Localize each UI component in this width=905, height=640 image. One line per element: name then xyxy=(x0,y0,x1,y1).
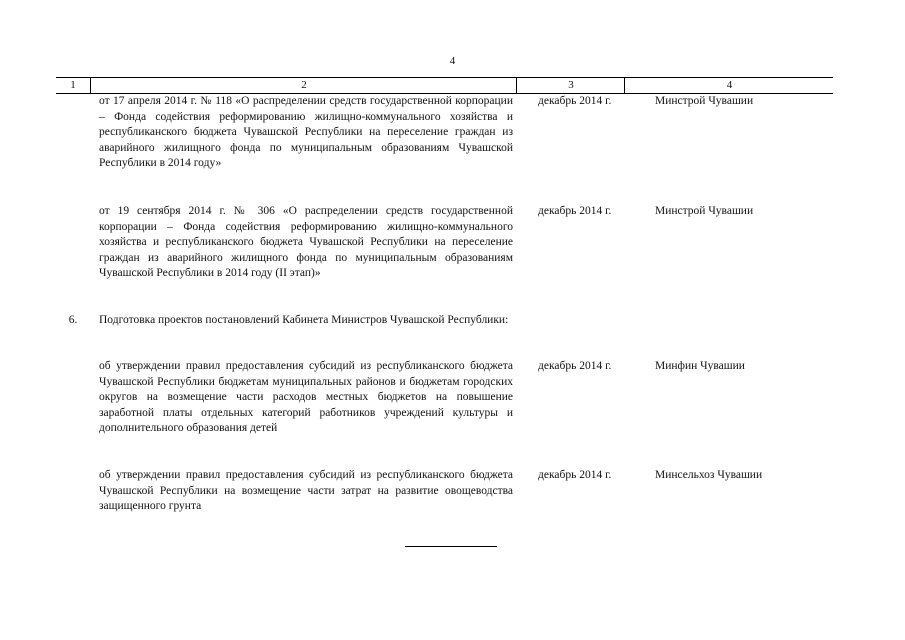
row-deadline: декабрь 2014 г. xyxy=(538,360,612,372)
row-text: от 19 сентября 2014 г. № 306 «О распределении средств государственной корпорации – Фонда содействия реформированию жилищно-коммунального хозяйства и республиканского бюджета Чувашской Республики на переселение граждан из аварийного жилищного фонда по муниципальным образованиям Чувашской Республики в 2014 году (II этап)» xyxy=(99,205,513,279)
row-number: 6. xyxy=(68,314,78,326)
header-col-2: 2 xyxy=(90,78,517,93)
row-text: об утверждении правил предоставления субсидий из республиканского бюджета Чувашской Республики бюджетам муниципальных районов и бюджетам городских округов на возмещение части расходов местных бюджетов на повышение заработной платы отдельных категорий работников учреждений культуры и дополнительного образования детей xyxy=(99,360,513,434)
row-responsible: Минстрой Чувашии xyxy=(655,205,754,217)
row-text: Подготовка проектов постановлений Кабинета Министров Чувашской Республики: xyxy=(99,314,509,326)
page-number: 4 xyxy=(449,55,456,67)
end-divider xyxy=(405,546,497,547)
row-responsible: Минстрой Чувашии xyxy=(655,95,754,107)
row-text: от 17 апреля 2014 г. № 118 «О распределении средств государственной корпорации – Фонда содействия реформированию жилищно-коммунального хозяйства и республиканского бюджета Чувашской Республики на переселение граждан из аварийного жилищного фонда по муниципальным образованиям Чувашской Республики в 2014 году» xyxy=(99,95,513,169)
row-deadline: декабрь 2014 г. xyxy=(538,469,612,481)
header-col-4: 4 xyxy=(624,78,834,93)
row-responsible: Минсельхоз Чувашии xyxy=(655,469,763,481)
row-text: об утверждении правил предоставления субсидий из республиканского бюджета Чувашской Республики на возмещение части затрат на развитие овощеводства защищенного грунта xyxy=(99,469,513,512)
table-header xyxy=(56,77,833,94)
row-responsible: Минфин Чувашии xyxy=(655,360,745,372)
header-col-3: 3 xyxy=(516,78,625,93)
row-deadline: декабрь 2014 г. xyxy=(538,95,612,107)
row-deadline: декабрь 2014 г. xyxy=(538,205,612,217)
header-col-1: 1 xyxy=(70,79,76,91)
